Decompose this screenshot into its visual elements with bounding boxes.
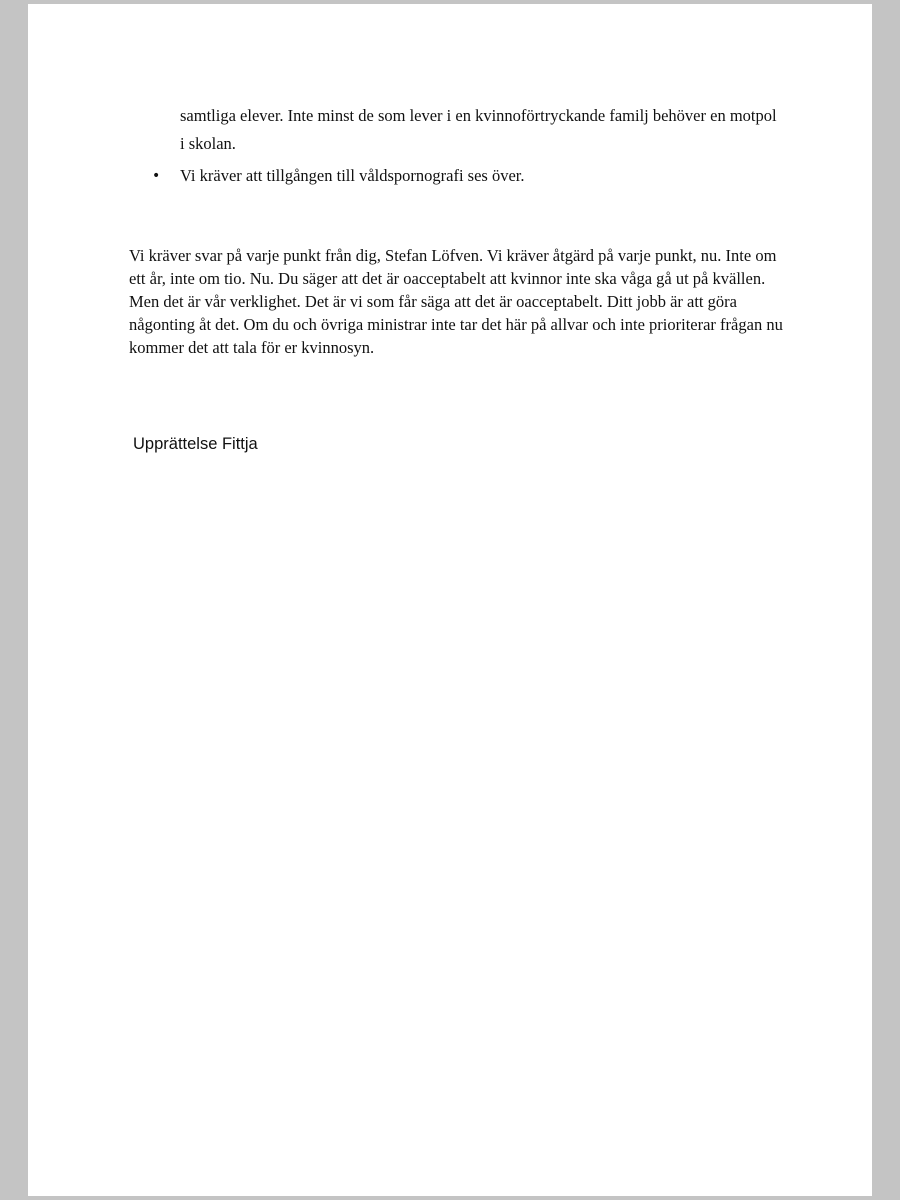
document-page [28, 4, 872, 1196]
body-paragraph: Vi kräver svar på varje punkt från dig, Stefan Löfven. Vi kräver åtgärd på varje punkt, nu. Inte om ett år, inte om tio. Nu. Du säger att det är oacceptabelt att kvinnor inte ska våga gå ut på kvällen. Men det är vår verklighet. Det är vi som får säga att det är oacceptabelt. Ditt jobb är att göra någonting åt det. Om du och övriga ministrar inte tar det här på allvar och inte prioriterar frågan nu kommer det att tala för er kvinnosyn. [129, 246, 783, 357]
bullet-icon: • [152, 168, 161, 184]
signature: Upprättelse Fittja [133, 435, 258, 453]
list-item-text: Vi kräver att tillgången till våldspornografi ses över. [180, 166, 525, 185]
list-item-continuation: samtliga elever. Inte minst de som lever i en kvinnoförtryckande familj behöver en motpol i skolan. [180, 106, 777, 153]
